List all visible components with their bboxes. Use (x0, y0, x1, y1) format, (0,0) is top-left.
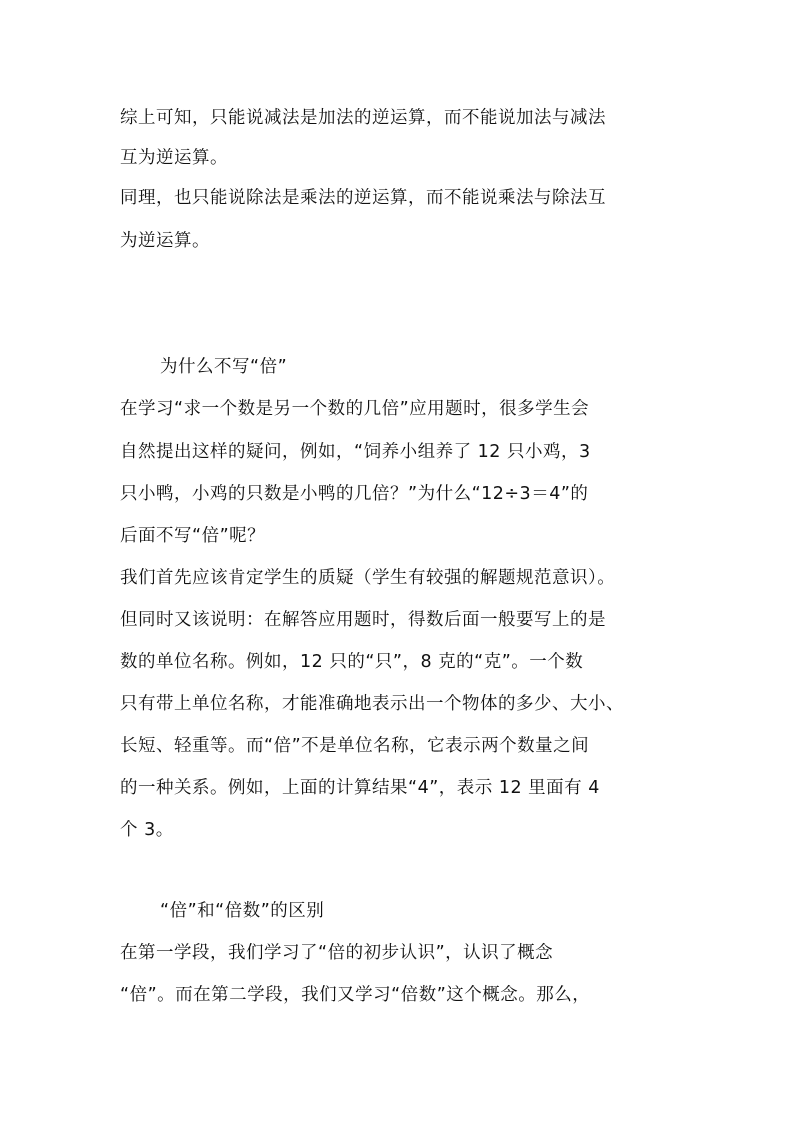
paragraph-line: 为逆运算。 (120, 231, 210, 251)
paragraph-line: 但同时又该说明：在解答应用题时，得数后面一般要写上的是 (120, 610, 606, 630)
paragraph-line: 自然提出这样的疑问，例如，“饲养小组养了 12 只小鸡，3 (120, 442, 591, 462)
paragraph-line: 数的单位名称。例如，12 只的“只”，8 克的“克”。一个数 (120, 652, 584, 672)
paragraph-line: 我们首先应该肯定学生的质疑（学生有较强的解题规范意识）。 (120, 568, 616, 588)
paragraph-line: 长短、轻重等。而“倍”不是单位名称，它表示两个数量之间 (120, 736, 590, 756)
paragraph-line: 只有带上单位名称，才能准确地表示出一个物体的多少、大小、 (120, 694, 624, 714)
paragraph-line: 后面不写“倍”呢？ (120, 526, 266, 546)
paragraph-line: 的一种关系。例如，上面的计算结果“4”，表示 12 里面有 4 (120, 778, 600, 798)
paragraph-line: 个 3。 (120, 820, 174, 840)
paragraph-line: 同理，也只能说除法是乘法的逆运算，而不能说乘法与除法互 (120, 188, 606, 208)
paragraph-line: 只小鸭，小鸡的只数是小鸭的几倍？”为什么“12÷3＝4”的 (120, 484, 589, 504)
paragraph-line: “倍”。而在第二学段，我们又学习“倍数”这个概念。那么， (120, 985, 591, 1005)
paragraph-line: 综上可知，只能说减法是加法的逆运算，而不能说加法与减法 (120, 108, 606, 128)
paragraph-line: 在第一学段，我们学习了“倍的初步认识”，认识了概念 (120, 943, 554, 963)
paragraph-line: 在学习“求一个数是另一个数的几倍”应用题时，很多学生会 (120, 399, 590, 419)
section-heading: “倍”和“倍数”的区别 (160, 901, 325, 921)
section-heading: 为什么不写“倍” (160, 357, 288, 377)
paragraph-line: 互为逆运算。 (120, 148, 228, 168)
